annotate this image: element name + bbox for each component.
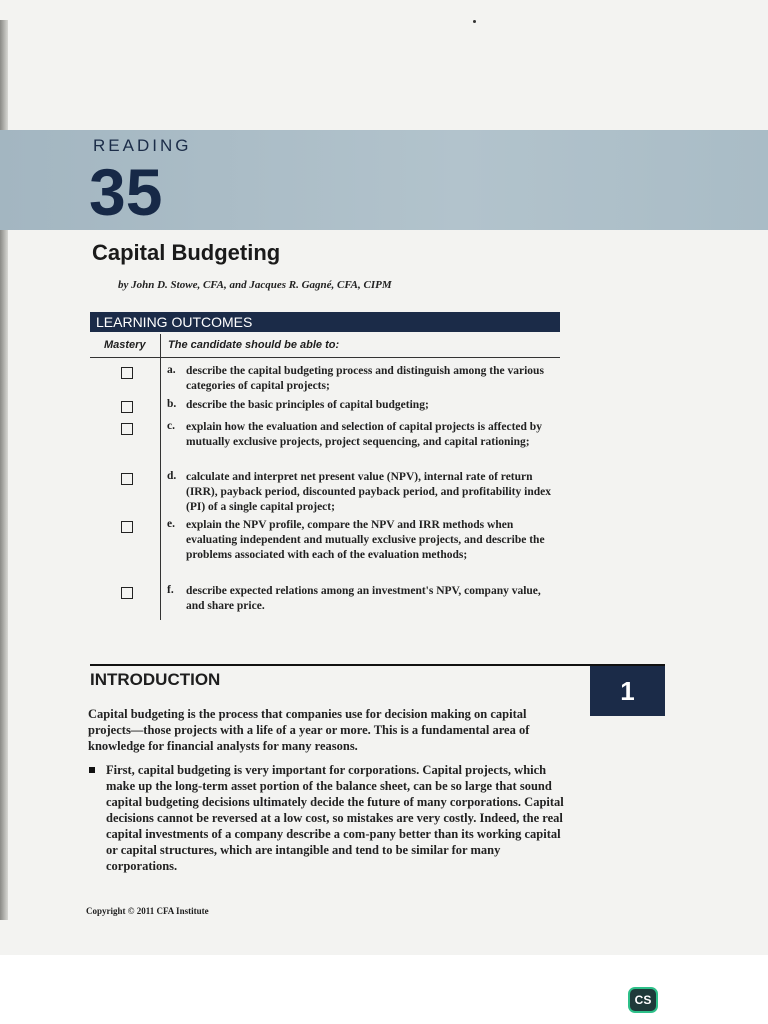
reading-number: 35 <box>89 155 163 229</box>
bullet-paragraph: First, capital budgeting is very important for corporations. Capital projects, which make up the long-term asset portion of the balance sheet, can be so large that sound capital budgeting decisions ultimately decide the future of many corporations. Capital decisions cannot be reversed at a low cost, so mistakes are very costly. Indeed, the real capital investments of a company describe a com-pany better than its working capital or capital structures, which are intangible and tend to be similar for many corporations. <box>106 763 564 873</box>
outcome-text-b: describe the basic principles of capital budgeting; <box>186 399 429 411</box>
mastery-checkbox-d[interactable] <box>121 473 133 485</box>
column-divider <box>160 334 161 620</box>
outcome-text-a: describe the capital budgeting process and distinguish among the various categories of capital projects; <box>186 365 544 392</box>
mastery-checkbox-c[interactable] <box>121 423 133 435</box>
outcome-text-c: explain how the evaluation and selection of capital projects is affected by mutually exclusive projects, project sequencing, and capital rationing; <box>186 421 542 448</box>
mastery-checkbox-b[interactable] <box>121 401 133 413</box>
page-title: Capital Budgeting <box>92 240 281 265</box>
mastery-checkbox-a[interactable] <box>121 367 133 379</box>
outcome-text-d: calculate and interpret net present value (NPV), internal rate of return (IRR), payback period, discounted payback period, and profitability index (PI) of a single capital project; <box>186 471 551 513</box>
section-rule <box>90 664 665 666</box>
header-divider <box>90 357 560 358</box>
mastery-checkbox-e[interactable] <box>121 521 133 533</box>
learning-outcomes-header: LEARNING OUTCOMES <box>90 312 560 332</box>
outcome-letter-a: a. <box>167 364 176 376</box>
outcome-letter-c: c. <box>167 420 175 432</box>
speck <box>473 20 476 23</box>
outcome-letter-e: e. <box>167 518 175 530</box>
candidate-column-label: The candidate should be able to: <box>168 339 340 351</box>
mastery-checkbox-f[interactable] <box>121 587 133 599</box>
outcome-letter-f: f. <box>167 584 174 596</box>
outcome-text-f: describe expected relations among an investment's NPV, company value, and share price. <box>186 585 541 612</box>
outcome-letter-b: b. <box>167 398 177 410</box>
copyright-notice: Copyright © 2011 CFA Institute <box>86 906 209 916</box>
mastery-column-label: Mastery <box>104 339 146 351</box>
scanner-app-logo: CS <box>628 987 658 1013</box>
byline: by John D. Stowe, CFA, and Jacques R. Gagné, CFA, CIPM <box>118 279 392 291</box>
section-number-badge: 1 <box>590 666 665 716</box>
outcome-letter-d: d. <box>167 470 177 482</box>
bullet-marker <box>89 767 95 773</box>
intro-paragraph: Capital budgeting is the process that companies use for decision making on capital projects—those projects with a life of a year or more. This is a fundamental area of knowledge for financial analysts for many reasons. <box>88 707 530 753</box>
outcome-text-e: explain the NPV profile, compare the NPV and IRR methods when evaluating independent and mutually exclusive projects, and describe the problems associated with each of the evaluation methods; <box>186 519 545 561</box>
reading-label: READING <box>93 136 192 155</box>
section-heading: INTRODUCTION <box>90 670 221 689</box>
